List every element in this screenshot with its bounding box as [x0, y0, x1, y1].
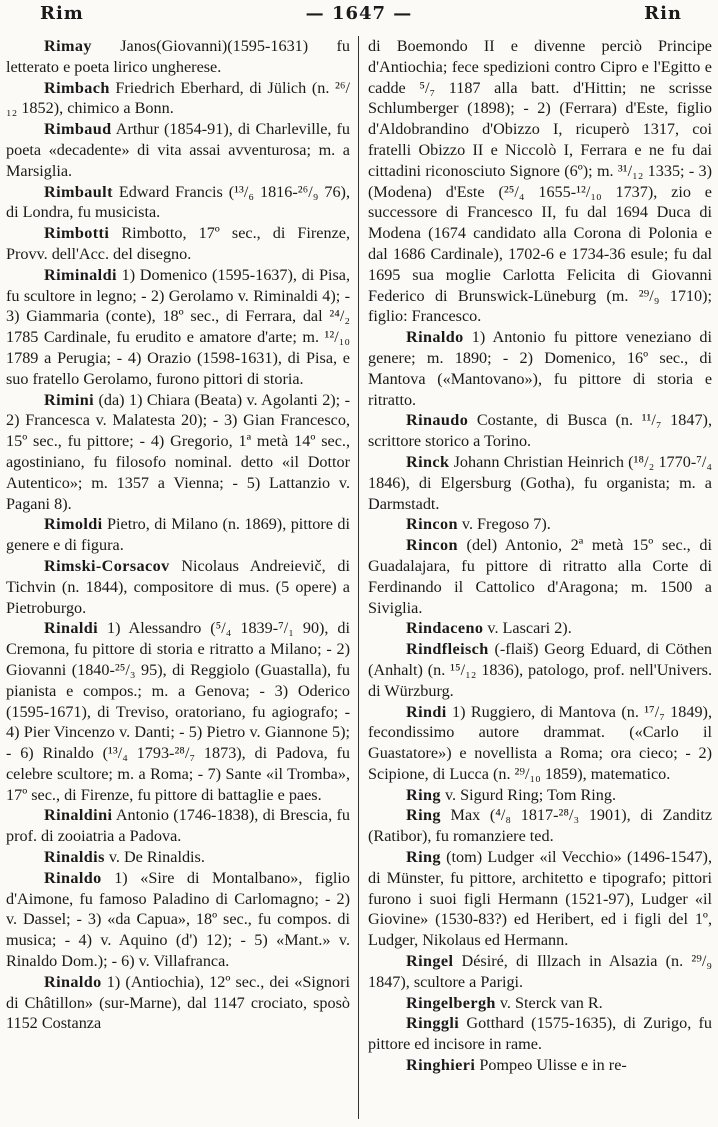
entry-text: Johann Christian Heinrich (¹⁸/₂ 1770-⁷/₄ 1846), di Elgersburg (Gotha), fu organista; m. a Darmstadt.: [368, 452, 712, 513]
entry-text: 1) «Sire di Montalbano», figlio d'Aimone, fu famoso Paladino di Carlomagno; - 2) v. Dassel; - 3) «da Capua», 18º sec., fu compos. di musica; - 4) v. Aquino (d') 12); - 5) «Mant.» v. Rinaldo Dom.); - 6) v. Villafranca.: [6, 868, 350, 971]
entry-text: di Boemondo II e divenne perciò Principe d'Antiochia; fece spedizioni contro Cipro e l'Egitto e cadde ⁵/₇ 1187 alla batt. d'Hittin; ne scrisse Schlumberger (1898); - 2) (Ferrara) d'Este, figlio d'Aldobrandino d'Obizzo I, ricuperò 1317, coi fratelli Obizzo II e Niccolò I, Ferrara e ne fu dai cittadini riconosciuto Signore (6º); m. ³¹/₁₂ 1335; - 3) (Modena) d'Este (²⁵/₄ 1655-¹²/₁₀ 1737), zio e successore di Francesco II, fu dal 1694 Duca di Modena (1674 candidato alla Corona di Polonia e dal 1686 Cardinale), 1702-6 e 1734-36 esule; fu dal 1695 sua moglie Carlotta Felicita di Giovanni Federico di Brunswick-Lüneburg (m. ²⁹/₉ 1710); figlio: Francesco.: [368, 37, 712, 326]
entry-headword: Rinaldo: [44, 868, 102, 887]
entry-text: v. Lascari 2).: [483, 619, 572, 638]
entry-headword: Rimbaud: [44, 120, 112, 139]
entry-text: (tom) Ludger «il Vecchio» (1496-1547), di Münster, fu pittore, architetto e tipografo; pittori furono i suoi figli Hermann (1521-97), Ludger «il Giovine» (1530-83?) ed Heribert, ed i figli del 1º, Ludger, Nikolaus ed Hermann.: [368, 848, 712, 950]
entry-headword: Riminaldi: [44, 265, 117, 284]
entry-headword: Rinaldis: [44, 848, 105, 867]
entry: [6, 514, 350, 556]
entry-headword: Rinck: [406, 452, 450, 471]
entry-text: Max (⁴/₈ 1817-²⁸/₃ 1901), di Zanditz (Ratibor), fu romanziere ted.: [368, 806, 712, 846]
entry-text: Friedrich Eberhard, di Jülich (n. ²⁶/₁₂ 1852), chimico a Bonn.: [6, 78, 350, 118]
entry: [368, 993, 712, 1014]
entry-text: Nicolaus Andreievič, di Tichvin (n. 1844), compositore di mus. (5 opere) a Pietroburgo.: [6, 556, 350, 617]
entry-text: Pietro, di Milano (n. 1869), pittore di genere e di figura.: [6, 515, 350, 555]
column-right: [368, 36, 712, 1121]
entry: [368, 702, 712, 785]
entry-text: Désiré, di Illzach in Alsazia (n. ²⁹/₉ 1847), scultore a Parigi.: [368, 952, 712, 991]
entry-headword: Rimski-Corsacov: [44, 556, 170, 575]
entry: [6, 390, 350, 515]
entry-headword: Rimbotti: [44, 224, 110, 243]
entry-text: 1) Domenico (1595-1637), di Pisa, fu scultore in legno; - 2) Gerolamo v. Riminaldi 4); - 3) Giammaria (conte), 18º sec., di Ferrara, dal ²⁴/₂ 1785 Cardinale, fu erudito e amatore d'arte; m. ¹²/₁₀ 1789 a Perugia; - 4) Orazio (1598-1631), di Pisa, e suo fratello Gerolamo, furono pittori di storia.: [6, 265, 350, 388]
entry: [6, 182, 350, 224]
entry-continuation: [368, 36, 712, 327]
entry: [368, 805, 712, 847]
entry: [368, 847, 712, 951]
column-divider: [358, 36, 359, 1119]
entry: [368, 639, 712, 701]
entry: [6, 618, 350, 805]
entry-text: Arthur (1854-91), di Charleville, fu poeta «decadente» di vita assai avventurosa; m. a Marsiglia.: [6, 120, 350, 180]
entry-headword: Ring: [406, 806, 441, 825]
entry-text: Janos(Giovanni)(1595-1631) fu letterato e poeta lirico ungherese.: [6, 37, 350, 76]
entry-text: Pompeo Ulisse e in re-: [475, 1056, 627, 1075]
entry: [368, 327, 712, 410]
entry-headword: Ringhieri: [406, 1056, 476, 1075]
header-left-guideword: Rim: [40, 3, 84, 24]
entry: [368, 410, 712, 452]
entry-text: Edward Francis (¹³/₆ 1816-²⁶/₉ 76), di Londra, fu musicista.: [6, 182, 350, 222]
entry-headword: Rimbault: [44, 182, 113, 201]
entry-text: Rimbotto, 17º sec., di Firenze, Provv. dell'Acc. del disegno.: [6, 224, 350, 263]
entry-headword: Rindaceno: [406, 619, 484, 638]
entry: [368, 1055, 712, 1076]
entry: [6, 265, 350, 390]
entry-headword: Rinaldini: [44, 806, 113, 825]
entry-text: v. Fregoso 7).: [457, 515, 551, 534]
entry-headword: Rimbach: [44, 78, 110, 97]
entry-text: 1) (Antiochia), 12º sec., dei «Signori di Châtillon» (sur-Marne), dal 1147 crociato, sposò 1152 Costanza: [6, 972, 350, 1033]
entry-text: (da) 1) Chiara (Beata) v. Agolanti 2); - 2) Francesca v. Malatesta 20); - 3) Gian Francesco, 15º sec., fu pittore; - 4) Gregorio, 1ª metà 14º sec., agostiniano, fu filosofo nominal. detto «il Dottor Autentico»; m. 1357 a Vienna; - 5) Lattanzio v. Pagani 8).: [6, 390, 350, 513]
entry-headword: Rindfleisch: [406, 640, 489, 659]
entry: [368, 951, 712, 993]
header-right-guideword: Rin: [644, 3, 682, 24]
entry-headword: Ring: [406, 848, 441, 867]
entry: [368, 618, 712, 639]
entry-headword: Ringel: [406, 952, 454, 971]
entry: [368, 514, 712, 535]
entry-headword: Rinaldo: [406, 328, 464, 347]
entry-text: Antonio (1746-1838), di Brescia, fu prof. di zooiatria a Padova.: [6, 806, 350, 846]
entry-headword: Ringelbergh: [406, 993, 496, 1012]
entry: [6, 868, 350, 972]
entry-text: Costante, di Busca (n. ¹¹/₇ 1847), scrittore storico a Torino.: [368, 411, 712, 451]
entry-headword: Rinaldo: [44, 972, 102, 991]
entry-headword: Ring: [406, 785, 441, 804]
entry-headword: Rincon: [406, 515, 458, 534]
entry-text: (-flaiš) Georg Eduard, di Cöthen (Anhalt) (n. ¹⁵/₁₂ 1836), patologo, prof. nell'Univers. di Würzburg.: [368, 640, 712, 700]
entry-text: v. Sigurd Ring; Tom Ring.: [440, 785, 617, 804]
entry-headword: Rinaudo: [406, 411, 469, 430]
entry-headword: Rimoldi: [44, 515, 103, 534]
entry-headword: Rinaldi: [44, 619, 99, 638]
entry: [368, 1013, 712, 1055]
entry: [6, 36, 350, 78]
entry: [368, 452, 712, 514]
column-left: [6, 36, 350, 1121]
entry: [6, 78, 350, 120]
entry: [6, 119, 350, 181]
entry-text: 1) Antonio fu pittore veneziano di genere; m. 1890; - 2) Domenico, 16º sec., di Mantova («Mantovano»), fu pittore di storia e ritratto.: [368, 328, 712, 409]
entry-headword: Rincon: [406, 536, 458, 555]
entry-text: Gotthard (1575-1635), di Zurigo, fu pittore ed incisore in rame.: [368, 1014, 712, 1054]
entry: [6, 223, 350, 265]
entry: [368, 785, 712, 806]
entry-text: v. De Rinaldis.: [104, 848, 205, 867]
entry: [368, 535, 712, 618]
entry-headword: Rimini: [44, 390, 95, 409]
page-header: [0, 0, 718, 34]
entry: [6, 972, 350, 1034]
entry-text: v. Sterck van R.: [495, 993, 603, 1012]
entry: [6, 847, 350, 868]
entry-headword: Ringgli: [406, 1014, 460, 1033]
entry-text: (del) Antonio, 2ª metà 15º sec., di Guadalajara, fu pittore di ritratto alla Corte di Ferdinando il Cattolico d'Aragona; m. 1500 a Siviglia.: [368, 536, 712, 617]
entry-text: 1) Alessandro (⁵/₄ 1839-⁷/₁ 90), di Cremona, fu pittore di storia e ritratto a Milano; - 2) Giovanni (1840-²⁵/₃ 95), di Reggiolo (Guastalla), fu pianista e compos.; m. a Genova; - 3) Oderico (1595-1671), di Treviso, oratoriano, fu agiografo; - 4) Pier Vincenzo v. Danti; - 5) Pietro v. Giannone 5); - 6) Rinaldo (¹³/₄ 1793-²⁸/₇ 1873), di Padova, fu celebre scultore; m. a Roma; - 7) Sante «il Tromba», 17º sec., di Firenze, fu pittore di battaglie e paes.: [6, 619, 350, 804]
entry: [6, 556, 350, 618]
entry-text: 1) Ruggiero, di Mantova (n. ¹⁷/₇ 1849), fecondissimo autore drammat. («Carlo il Guastatore») e novellista a Roma; ora cieco; - 2) Scipione, di Lucca (n. ²⁹/₁₀ 1859), matematico.: [368, 702, 712, 783]
entry-headword: Rindi: [406, 702, 447, 721]
entry-headword: Rimay: [44, 37, 92, 55]
page-number: — 1647 —: [305, 3, 413, 24]
entry: [6, 805, 350, 847]
